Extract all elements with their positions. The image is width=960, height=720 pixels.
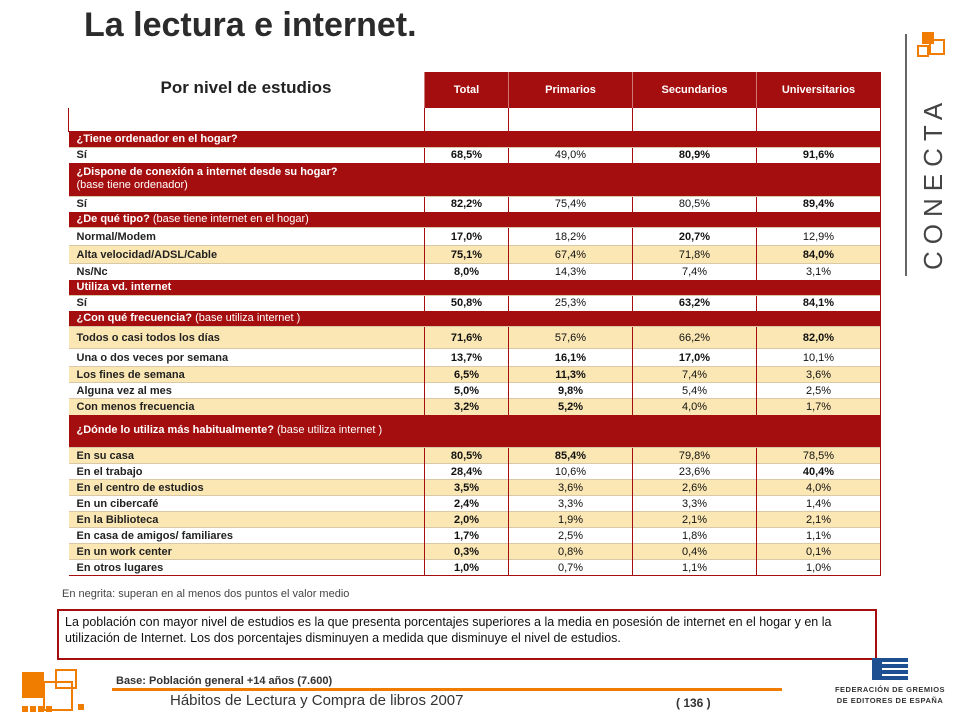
cell-universitarios: 2,5% [757,383,881,399]
cell-primarios: 85,4% [509,448,633,464]
section-header [69,163,881,196]
row-label: En el trabajo [69,464,425,480]
cell-universitarios: 84,1% [757,295,881,311]
cell-secundarios: 71,8% [633,246,757,264]
table-row [69,383,881,399]
cell-universitarios: 91,6% [757,147,881,163]
brand-square-icon [922,32,934,44]
cell-total: 1,0% [425,560,509,576]
cell-secundarios: 4,0% [633,399,757,415]
header-total: Total [425,72,509,108]
cell-secundarios: 5,4% [633,383,757,399]
cell-universitarios: 84,0% [757,246,881,264]
cell-secundarios: 80,9% [633,147,757,163]
cell-total: 28,4% [425,464,509,480]
footer-title: Hábitos de Lectura y Compra de libros 2007 [170,692,464,709]
cell-universitarios: 2,1% [757,512,881,528]
cell-primarios: 0,8% [509,544,633,560]
row-label: En otros lugares [69,560,425,576]
row-label: En el centro de estudios [69,480,425,496]
cell-universitarios: 3,6% [757,367,881,383]
cell-secundarios: 7,4% [633,264,757,280]
row-label: En la Biblioteca [69,512,425,528]
cell-universitarios: 4,0% [757,480,881,496]
cell-total: 71,6% [425,327,509,349]
cell-secundarios: 17,0% [633,349,757,367]
federation-line-1: FEDERACIÓN DE GREMIOS [834,685,946,694]
base-label: Base: [116,675,146,687]
table-row [69,264,881,280]
cell-total: 2,0% [425,512,509,528]
row-label: En su casa [69,448,425,464]
row-label: Una o dos veces por semana [69,349,425,367]
cell-primarios: 49,0% [509,147,633,163]
cell-total: 68,5% [425,147,509,163]
cell-secundarios: 1,8% [633,528,757,544]
cell-universitarios: 0,1% [757,544,881,560]
cell-primarios: 18,2% [509,228,633,246]
section-header [69,131,881,147]
section-question: ¿Dónde lo utiliza más habitualmente? [76,424,274,437]
summary-box: La población con mayor nivel de estudios es la que presenta porcentajes superiores a la media en posesión de internet en el hogar y en la utilización de Internet. Los dos porcentajes disminuyen a medida que disminuye el nivel de estudios. [57,609,877,660]
cell-universitarios: 1,1% [757,528,881,544]
row-label: Sí [69,196,425,212]
section-question: ¿De qué tipo? [76,213,150,225]
conecta-logo [900,30,956,280]
base-text: Población general +14 años (7.600) [149,675,333,687]
cell-total: 8,0% [425,264,509,280]
table-row [69,448,881,464]
header-universitarios: Universitarios [757,72,881,108]
section-base: (base utiliza internet ) [276,424,383,437]
cell-universitarios: 89,4% [757,196,881,212]
row-label: Todos o casi todos los días [69,327,425,349]
federation-emblem-icon [820,656,960,684]
table-row [69,399,881,415]
cell-total: 3,2% [425,399,509,415]
row-label: Alguna vez al mes [69,383,425,399]
cell-secundarios: 2,6% [633,480,757,496]
cell-primarios: 3,3% [509,496,633,512]
federation-logo [820,656,960,720]
cell-primarios: 5,2% [509,399,633,415]
cell-universitarios: 1,4% [757,496,881,512]
section-base: (base tiene internet en el hogar) [152,213,309,225]
cell-total: 75,1% [425,246,509,264]
row-label: En un work center [69,544,425,560]
table-row [69,512,881,528]
cell-total: 13,7% [425,349,509,367]
row-label: Sí [69,147,425,163]
table-row [69,367,881,383]
cell-secundarios: 2,1% [633,512,757,528]
cell-primarios: 67,4% [509,246,633,264]
table-subtitle: Por nivel de estudios [160,78,332,97]
cell-total: 3,5% [425,480,509,496]
cell-total: 0,3% [425,544,509,560]
row-label: Normal/Modem [69,228,425,246]
section-question: ¿Tiene ordenador en el hogar? [76,132,238,145]
cell-primarios: 1,9% [509,512,633,528]
section-base: (base tiene ordenador) [76,179,188,192]
cell-primarios: 3,6% [509,480,633,496]
section-question: ¿Con qué frecuencia? [76,312,193,324]
table-row [69,246,881,264]
table-row [69,464,881,480]
page-title: La lectura e internet. [84,6,417,44]
cell-total: 17,0% [425,228,509,246]
footer-divider [112,688,782,691]
cell-primarios: 25,3% [509,295,633,311]
row-label: Alta velocidad/ADSL/Cable [69,246,425,264]
cell-universitarios: 10,1% [757,349,881,367]
section-base: (base utiliza internet ) [195,312,301,324]
section-question: Utiliza vd. internet [76,280,172,293]
section-header [69,280,881,296]
cell-universitarios: 12,9% [757,228,881,246]
table-row [69,544,881,560]
cell-secundarios: 20,7% [633,228,757,246]
cell-secundarios: 66,2% [633,327,757,349]
bold-note: En negrita: superan en al menos dos puntos el valor medio [62,588,350,600]
cell-universitarios: 40,4% [757,464,881,480]
base-note [116,675,332,687]
cell-secundarios: 79,8% [633,448,757,464]
cell-total: 2,4% [425,496,509,512]
empty-row [69,108,881,131]
cell-secundarios: 7,4% [633,367,757,383]
cell-secundarios: 23,6% [633,464,757,480]
cell-total: 80,5% [425,448,509,464]
cell-universitarios: 1,7% [757,399,881,415]
data-table [68,72,881,576]
cell-primarios: 9,8% [509,383,633,399]
cell-primarios: 2,5% [509,528,633,544]
cell-primarios: 14,3% [509,264,633,280]
cell-primarios: 0,7% [509,560,633,576]
cell-total: 50,8% [425,295,509,311]
cell-primarios: 16,1% [509,349,633,367]
cell-total: 1,7% [425,528,509,544]
cell-universitarios: 3,1% [757,264,881,280]
row-label: Sí [69,295,425,311]
page-number: ( 136 ) [676,696,711,710]
table-row [69,295,881,311]
section-header [69,311,881,327]
row-label: En casa de amigos/ familiares [69,528,425,544]
cell-primarios: 10,6% [509,464,633,480]
cell-secundarios: 1,1% [633,560,757,576]
section-header [69,415,881,448]
row-label: Con menos frecuencia [69,399,425,415]
row-label: Los fines de semana [69,367,425,383]
brand-text: CONECTA [918,95,948,270]
table-row [69,349,881,367]
table-row [69,560,881,576]
table-row [69,480,881,496]
cell-primarios: 75,4% [509,196,633,212]
brand-small-square-icon [918,46,928,56]
table-row [69,147,881,163]
section-question: ¿Dispone de conexión a internet desde su hogar? [76,166,338,179]
cell-universitarios: 78,5% [757,448,881,464]
cell-secundarios: 63,2% [633,295,757,311]
header-secundarios: Secundarios [633,72,757,108]
cell-primarios: 57,6% [509,327,633,349]
table-row [69,496,881,512]
cell-universitarios: 1,0% [757,560,881,576]
cell-primarios: 11,3% [509,367,633,383]
federation-line-2: DE EDITORES DE ESPAÑA [836,696,944,705]
row-label: Ns/Nc [69,264,425,280]
header-primarios: Primarios [509,72,633,108]
section-header [69,212,881,228]
table-row [69,528,881,544]
cell-secundarios: 80,5% [633,196,757,212]
cell-total: 5,0% [425,383,509,399]
cell-secundarios: 3,3% [633,496,757,512]
table-row [69,327,881,349]
cell-secundarios: 0,4% [633,544,757,560]
orange-squares-logo-icon [18,668,98,716]
cell-total: 82,2% [425,196,509,212]
table-row [69,228,881,246]
table-row [69,196,881,212]
cell-total: 6,5% [425,367,509,383]
row-label: En un cibercafé [69,496,425,512]
cell-universitarios: 82,0% [757,327,881,349]
